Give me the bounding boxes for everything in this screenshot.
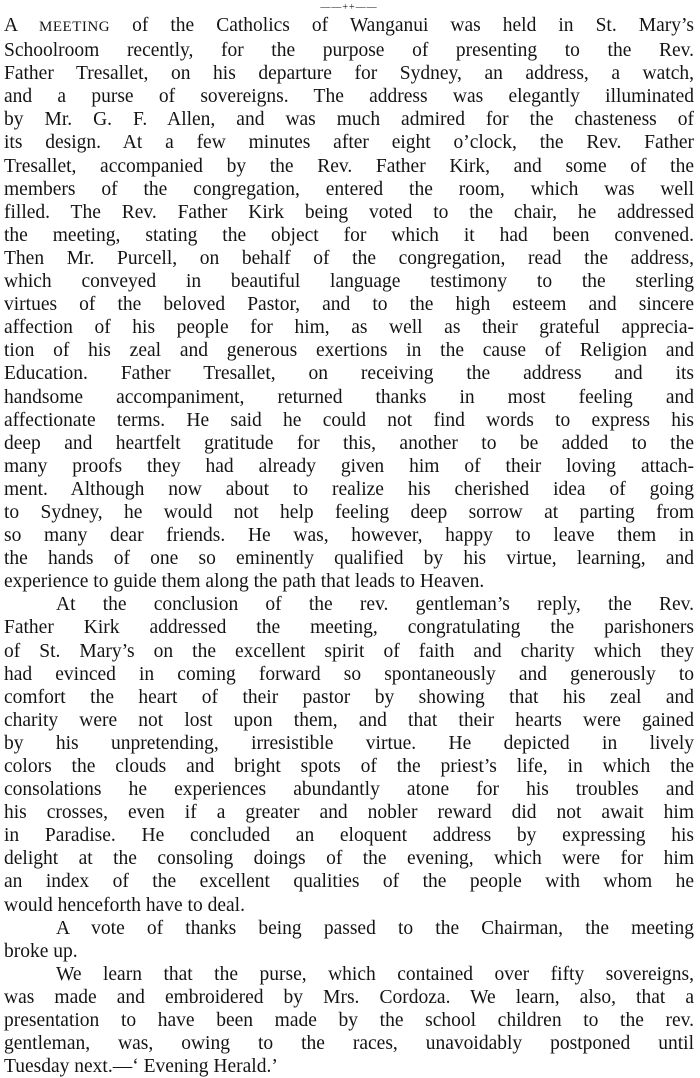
text-line: A vote of thanks being passed to the Chairman, the meeting [56, 917, 694, 939]
text-line: virtues of the beloved Pastor, and to the high esteem and sincere [4, 294, 694, 316]
text-line: deep and heartfelt gratitude for this, another to be added to the [4, 432, 694, 454]
text-line: its design. At a few minutes after eight o’clock, the Rev. Father [4, 132, 694, 154]
text-line: the meeting, stating the object for which it had been convened. [4, 224, 694, 246]
text-line: colors the clouds and bright spots of the priest’s life, in which the [4, 756, 694, 777]
text-line: Tuesday next.—‘ Evening Herald.’ [4, 1056, 278, 1078]
text-line: broke up. [4, 940, 78, 962]
text-line: Then Mr. Purcell, on behalf of the congregation, read the address, [4, 247, 694, 269]
article-paragraph [4, 917, 694, 963]
text-line: had evinced in coming forward so spontaneously and generously to [4, 663, 694, 685]
article-paragraph [4, 963, 694, 1078]
text-line: experience to guide them along the path that leads to Heaven. [4, 571, 485, 593]
text-line: affection of his people for him, as well as their grateful apprecia- [4, 317, 694, 339]
text-line: Tresallet, accompanied by the Rev. Father Kirk, and some of the [4, 155, 694, 177]
text-line: to Sydney, he would not help feeling deep sorrow at parting from [4, 501, 694, 523]
text-line: members of the congregation, entered the room, which was well [4, 178, 694, 200]
text-line: of St. Mary’s on the excellent spirit of faith and charity which they [4, 640, 694, 662]
text-line: charity were not lost upon them, and that their hearts were gained [4, 709, 694, 731]
text-line: Education. Father Tresallet, on receiving the address and its [4, 363, 694, 385]
text-line: comfort the heart of their pastor by showing that his zeal and [4, 686, 694, 708]
text-line [4, 14, 694, 39]
text-line: We learn that the purse, which contained over fifty sovereigns, [56, 963, 694, 985]
text-line: his crosses, even if a greater and nobler reward did not await him [4, 802, 694, 824]
text-line: delight at the consoling doings of the evening, which were for him [4, 848, 694, 870]
text-line: consolations he experiences abundantly atone for his troubles and [4, 779, 694, 801]
text-line: filled. The Rev. Father Kirk being voted to the chair, he addressed [4, 201, 694, 223]
text-line: handsome accompaniment, returned thanks in most feeling and [4, 386, 694, 408]
text-line: would henceforth have to deal. [4, 894, 245, 916]
text-line: in Paradise. He concluded an eloquent address by expressing his [4, 825, 694, 847]
text-line: many proofs they had already given him of their loving attach- [4, 455, 694, 477]
text-line: was made and embroidered by Mrs. Cordoza. We learn, also, that a [4, 986, 694, 1008]
article-paragraph [4, 593, 694, 916]
text-line: Father Tresallet, on his departure for Sydney, an address, a watch, [4, 63, 694, 85]
article-body [4, 14, 694, 1078]
text-line: an index of the excellent qualities of the people with whom he [4, 871, 694, 893]
text-line: affectionate terms. He said he could not find words to express his [4, 409, 694, 431]
text-line: the hands of one so eminently qualified by his virtue, learning, and [4, 548, 694, 570]
text-line: which conveyed in beautiful language testimony to the sterling [4, 271, 694, 293]
text-line: and a purse of sovereigns. The address was elegantly illuminated [4, 86, 694, 108]
text-line: gentleman, was, owing to the races, unavoidably postponed until [4, 1033, 694, 1055]
text-line: tion of his zeal and generous exertions in the cause of Religion and [4, 340, 694, 362]
article-paragraph [4, 14, 694, 593]
section-divider: ——++—— [320, 2, 378, 13]
text-line: Schoolroom recently, for the purpose of presenting to the Rev. [4, 40, 694, 62]
line-text: of the Catholics of Wanganui was held in St. Mary’s [110, 15, 694, 36]
text-line: by Mr. G. F. Allen, and was much admired for the chasteness of [4, 109, 694, 131]
text-line: At the conclusion of the rev. gentleman’s reply, the Rev. [56, 594, 694, 616]
text-line: presentation to have been made by the school children to the rev. [4, 1010, 694, 1032]
text-line: so many dear friends. He was, however, happy to leave them in [4, 525, 694, 547]
opening-smallcaps: MEETING [39, 19, 111, 35]
text-line: by his unpretending, irresistible virtue. He depicted in lively [4, 732, 694, 754]
text-line: ment. Although now about to realize his cherished idea of going [4, 478, 694, 500]
opening-letter: A [4, 15, 18, 36]
text-line: Father Kirk addressed the meeting, congratulating the parishoners [4, 617, 694, 639]
